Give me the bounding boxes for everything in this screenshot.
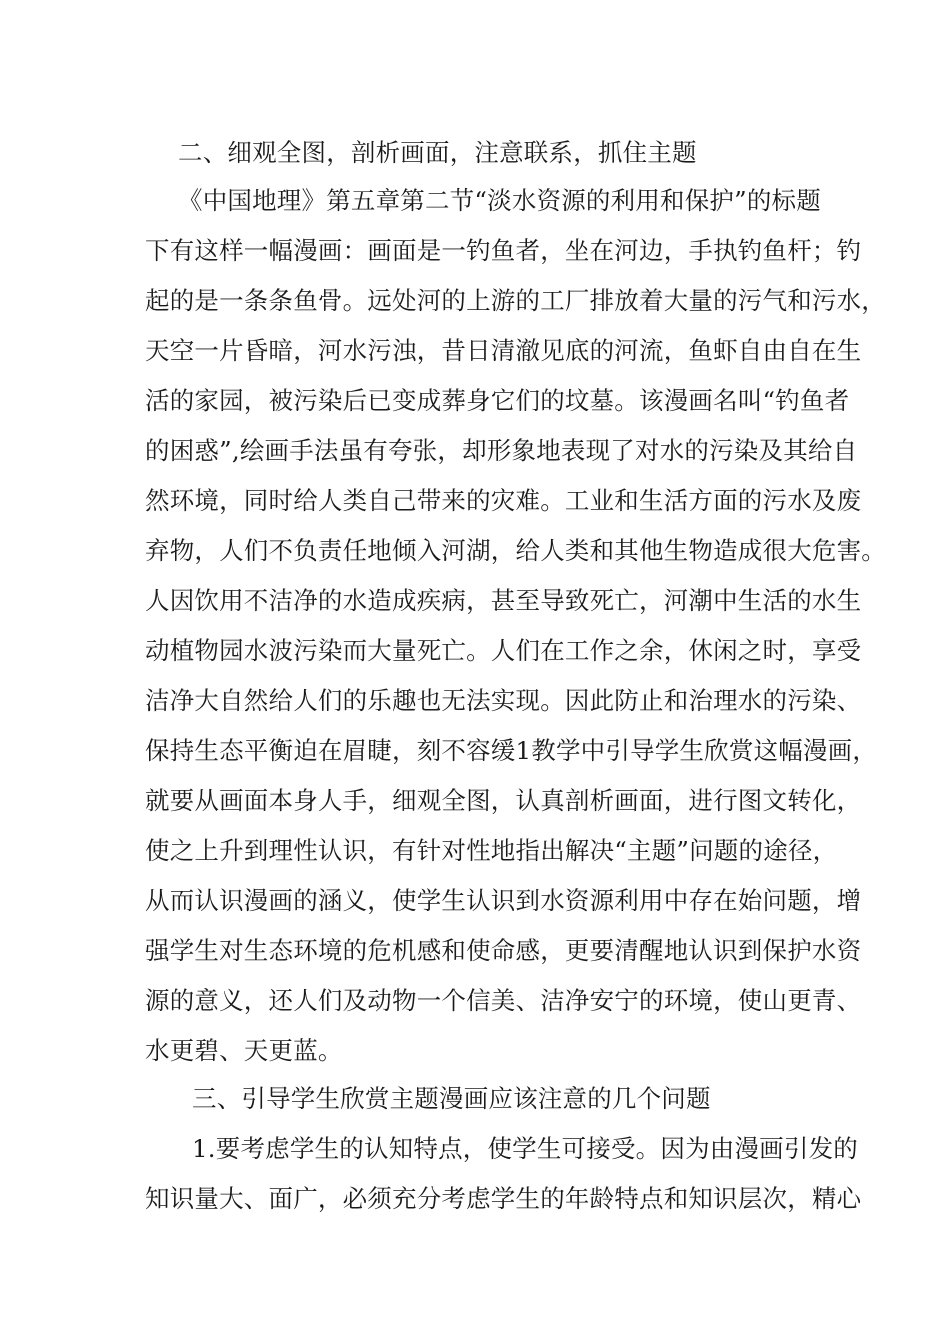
paragraph-line: 下有这样一幅漫画：画面是一钓鱼者，坐在河边，手执钓鱼杆；钓 [145, 236, 862, 265]
paragraph-line: 1.要考虑学生的认知特点，使学生可接受。因为由漫画引发的 [192, 1134, 858, 1163]
paragraph-line: 水更碧、天更蓝。 [145, 1036, 343, 1065]
paragraph-line: 使之上升到理性认识，有针对性地指出解决“主题”问题的途径， [145, 836, 838, 865]
section-heading-2: 二、细观全图，剖析画面，注意联系，抓住主题 [178, 138, 697, 167]
paragraph-line: 源的意义，还人们及动物一个信美、洁净安宁的环境，使山更青、 [145, 986, 862, 1015]
paragraph-line: 起的是一条条鱼骨。远处河的上游的工厂排放着大量的污气和污水， [145, 286, 886, 315]
paragraph-line: 从而认识漫画的涵义，使学生认识到水资源利用中存在始问题，增 [145, 886, 862, 915]
paragraph-line: 《中国地理》第五章第二节“淡水资源的利用和保护”的标题 [178, 186, 821, 215]
paragraph-line: 动植物园水波污染而大量死亡。人们在工作之余，休闲之时，享受 [145, 636, 862, 665]
paragraph-line: 活的家园，被污染后已变成葬身它们的坟墓。该漫画名叫“钓鱼者 [145, 386, 850, 415]
paragraph-line: 洁净大自然给人们的乐趣也无法实现。因此防止和治理水的污染、 [145, 686, 862, 715]
paragraph-line: 然环境，同时给人类自己带来的灾难。工业和生活方面的污水及废 [145, 486, 862, 515]
paragraph-line: 的困惑”,绘画手法虽有夸张，却形象地表现了对水的污染及其给自 [145, 436, 858, 465]
paragraph-line: 保持生态平衡迫在眉睫，刻不容缓1教学中引导学生欣赏这幅漫画， [145, 736, 878, 765]
paragraph-line: 人因饮用不洁净的水造成疾病，甚至导致死亡，河潮中生活的水生 [145, 586, 862, 615]
paragraph-line: 弃物，人们不负责任地倾入河湖，给人类和其他生物造成很大危害。 [145, 536, 886, 565]
paragraph-line: 知识量大、面广，必须充分考虑学生的年龄特点和知识层次，精心 [145, 1184, 862, 1213]
paragraph-line: 天空一片昏暗，河水污浊，昔日清澈见底的河流，鱼虾自由自在生 [145, 336, 862, 365]
section-heading-3: 三、引导学生欣赏主题漫画应该注意的几个问题 [192, 1084, 711, 1113]
paragraph-line: 就要从画面本身人手，细观全图，认真剖析画面，进行图文转化， [145, 786, 862, 815]
paragraph-line: 强学生对生态环境的危机感和使命感，更要清醒地认识到保护水资 [145, 936, 862, 965]
